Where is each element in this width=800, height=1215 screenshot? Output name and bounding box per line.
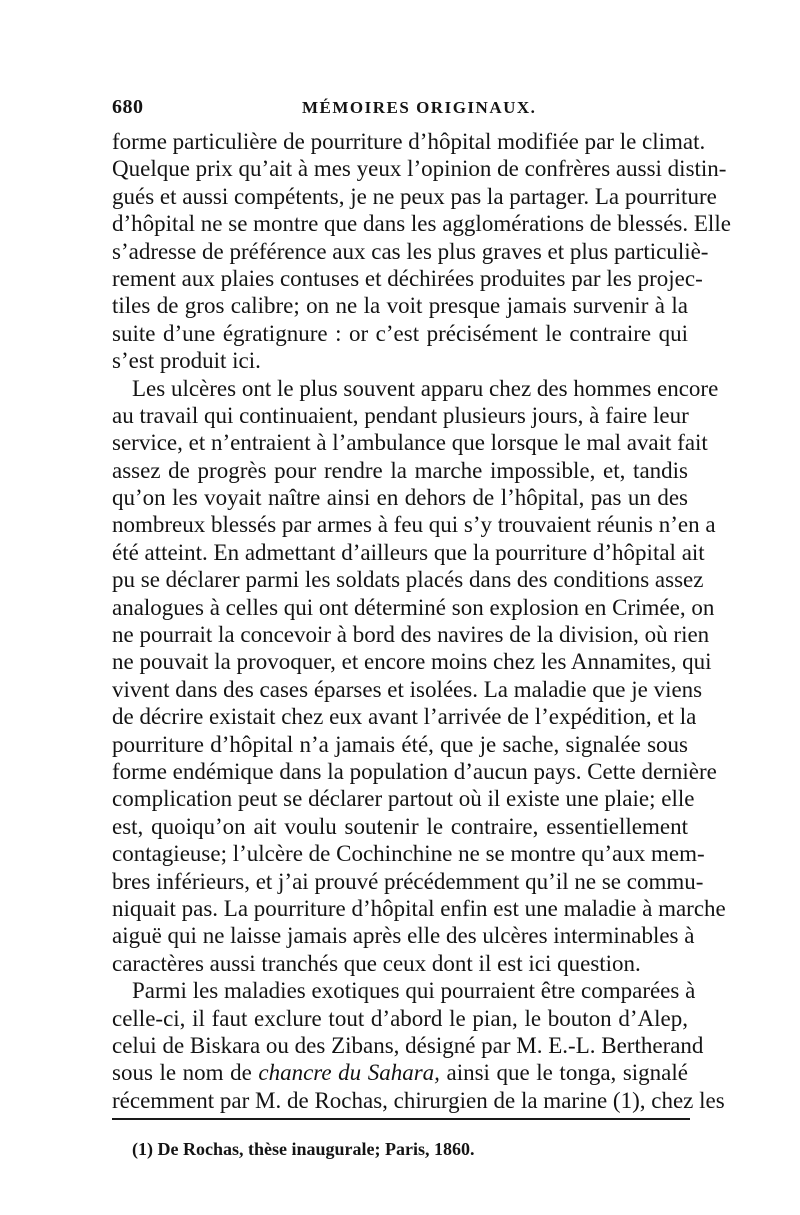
- text-line: service, et n’entraient à l’ambulance que lorsque le mal avait fait: [112, 430, 708, 456]
- text-line: assez de progrès pour rendre la marche impossible, et, tandis: [112, 457, 688, 483]
- text-line: récemment par M. de Rochas, chirurgien de la marine (1), chez les: [112, 1087, 725, 1113]
- text-line: complication peut se déclarer partout où il existe une plaie; elle: [112, 786, 695, 812]
- text-line: rement aux plaies contuses et déchirées produites par les projec-: [112, 265, 703, 291]
- text-line: analogues à celles qui ont déterminé son explosion en Crimée, on: [112, 594, 715, 620]
- text-line: forme particulière de pourriture d’hôpital modifiée par le climat.: [112, 129, 706, 154]
- running-title: MÉMOIRES ORIGINAUX.: [302, 98, 537, 117]
- text-line: aiguë qui ne laisse jamais après elle des ulcères interminables à: [112, 923, 695, 949]
- text-line: forme endémique dans la population d’aucun pays. Cette dernière: [112, 758, 717, 784]
- text-line: est, quoiqu’on ait voulu soutenir le contraire, essentiellement: [112, 813, 688, 839]
- text-line: pourriture d’hôpital n’a jamais été, que je sache, signalée sous: [112, 731, 688, 757]
- text-line: s’adresse de préférence aux cas les plus graves et plus particuliè-: [112, 238, 709, 264]
- text-line: tiles de gros calibre; on ne la voit presque jamais survenir à la: [112, 293, 688, 319]
- text-line: ne pouvait la provoquer, et encore moins chez les Annamites, qui: [112, 649, 712, 675]
- text-line: été atteint. En admettant d’ailleurs que la pourriture d’hôpital ait: [112, 539, 705, 565]
- text-line: gués et aussi compétents, je ne peux pas la partager. La pourriture: [112, 183, 717, 209]
- italic-term: chancre du Sahara,: [258, 1060, 440, 1086]
- text-line: celui de Biskara ou des Zibans, désigné par M. E.-L. Bertherand: [112, 1032, 704, 1058]
- text-line: Parmi les maladies exotiques qui pourraient être comparées à: [132, 978, 696, 1004]
- text-line: de décrire existait chez eux avant l’arrivée de l’expédition, et la: [112, 704, 697, 730]
- text-line: d’hôpital ne se montre que dans les agglomérations de blessés. Elle: [112, 211, 731, 237]
- text-line: caractères aussi tranchés que ceux dont il est ici question.: [112, 950, 641, 976]
- text-line: celle-ci, il faut exclure tout d’abord le pian, le bouton d’Alep,: [112, 1005, 688, 1031]
- text-line: Quelque prix qu’ait à mes yeux l’opinion de confrères aussi distin-: [112, 156, 727, 182]
- text-line: ne pourrait la concevoir à bord des navires de la division, où rien: [112, 622, 710, 648]
- text-line: au travail qui continuaient, pendant plusieurs jours, à faire leur: [112, 402, 689, 428]
- body-text: [112, 128, 731, 1114]
- text-line: bres inférieurs, et j’ai prouvé précédemment qu’il ne se commu-: [112, 868, 704, 894]
- text-line: suite d’une égratignure : or c’est précisément le contraire qui: [112, 320, 688, 346]
- text-line: qu’on les voyait naître ainsi en dehors de l’hôpital, pas un des: [112, 485, 688, 511]
- line-text-before-italic: sous le nom de: [112, 1060, 259, 1086]
- line-text-after-italic: ainsi que le tonga, signalé: [439, 1060, 688, 1086]
- text-line: pu se déclarer parmi les soldats placés dans des conditions assez: [112, 567, 704, 593]
- text-line: vivent dans des cases éparses et isolées. La maladie que je viens: [112, 676, 703, 702]
- footnote-rule: [112, 1118, 690, 1120]
- text-line: [112, 1059, 688, 1086]
- lines-container: [112, 128, 731, 1059]
- text-line: niquait pas. La pourriture d’hôpital enfin est une maladie à marche: [112, 895, 726, 921]
- text-line: nombreux blessés par armes à feu qui s’y trouvaient réunis n’en a: [112, 512, 716, 538]
- text-line: s’est produit ici.: [112, 348, 261, 374]
- text-line: contagieuse; l’ulcère de Cochinchine ne se montre qu’aux mem-: [112, 841, 705, 867]
- page-number: 680: [112, 96, 144, 118]
- text-line: Les ulcères ont le plus souvent apparu chez des hommes encore: [132, 375, 719, 401]
- footnote: (1) De Rochas, thèse inaugurale; Paris, 1860.: [132, 1139, 475, 1159]
- running-head: [112, 96, 688, 126]
